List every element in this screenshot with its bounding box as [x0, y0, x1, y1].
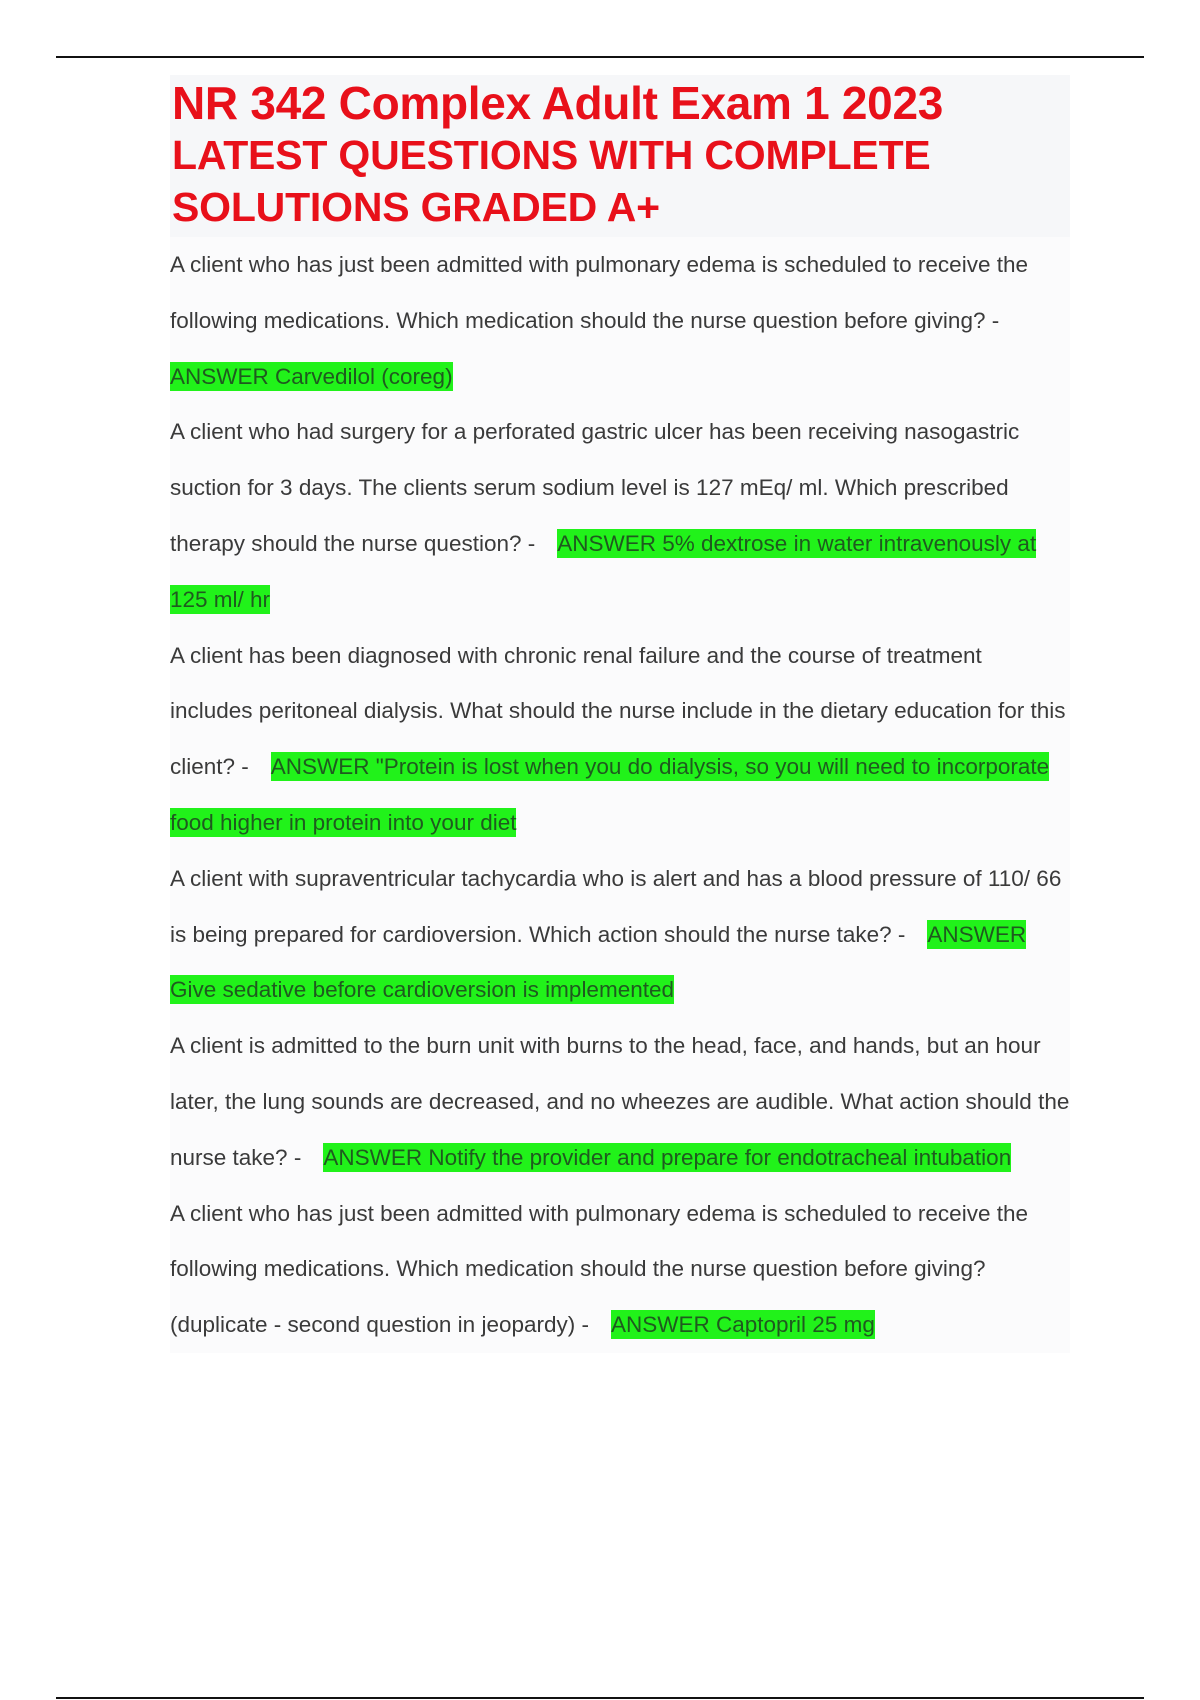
- answer-highlight: ANSWER 5% dextrose in water intravenously at 125 ml/ hr: [170, 530, 1037, 612]
- title-line-3: SOLUTIONS GRADED A+: [172, 184, 660, 230]
- page-top-rule: [56, 56, 1144, 58]
- page-bottom-rule: [56, 1697, 1144, 1699]
- qa-item-4: [170, 851, 1070, 1018]
- page-content: [170, 75, 1070, 1353]
- answer-highlight: ANSWER "Protein is lost when you do dialysis, so you will need to incorporate food higher in protein into your diet: [170, 754, 1050, 835]
- document-title: [170, 75, 1070, 237]
- answer-highlight: ANSWER Give sedative before cardioversion is implemented: [170, 921, 1027, 1003]
- question-text: A client who has just been admitted with pulmonary edema is scheduled to receive the following medications. Which medication should the nurse question before giving? -: [170, 252, 1028, 333]
- qa-item-6: [170, 1186, 1070, 1353]
- question-text: A client is admitted to the burn unit with burns to the head, face, and hands, but an hour later, the lung sounds are decreased, and no wheezes are audible. What action should the nurse take? -: [170, 1033, 1070, 1170]
- qa-item-3: [170, 628, 1070, 851]
- question-text: A client who has just been admitted with pulmonary edema is scheduled to receive the following medications. Which medication should the nurse question before giving? (duplicate - second question in jeopardy) -: [170, 1200, 1028, 1338]
- qa-item-2: [170, 404, 1070, 627]
- qa-item-1: [170, 237, 1070, 404]
- question-text: A client with supraventricular tachycardia who is alert and has a blood pressure of 110/ 66 is being prepared for cardioversion. Which action should the nurse take? -: [170, 865, 1062, 947]
- answer-highlight: ANSWER Carvedilol (coreg): [170, 363, 453, 389]
- question-text: A client has been diagnosed with chronic renal failure and the course of treatment includes peritoneal dialysis. What should the nurse include in the dietary education for this client? -: [170, 642, 1066, 780]
- title-line-2: LATEST QUESTIONS WITH COMPLETE: [172, 132, 931, 178]
- qa-list: [170, 237, 1070, 1353]
- qa-item-5: [170, 1018, 1070, 1185]
- question-text: A client who had surgery for a perforated gastric ulcer has been receiving nasogastric suction for 3 days. The clients serum sodium level is 127 mEq/ ml. Which prescribed therapy should the nurse question? -: [170, 419, 1020, 556]
- answer-highlight: ANSWER Notify the provider and prepare for endotracheal intubation: [323, 1144, 1012, 1170]
- title-line-1: NR 342 Complex Adult Exam 1 2023: [172, 77, 944, 129]
- answer-highlight: ANSWER Captopril 25 mg: [611, 1312, 875, 1338]
